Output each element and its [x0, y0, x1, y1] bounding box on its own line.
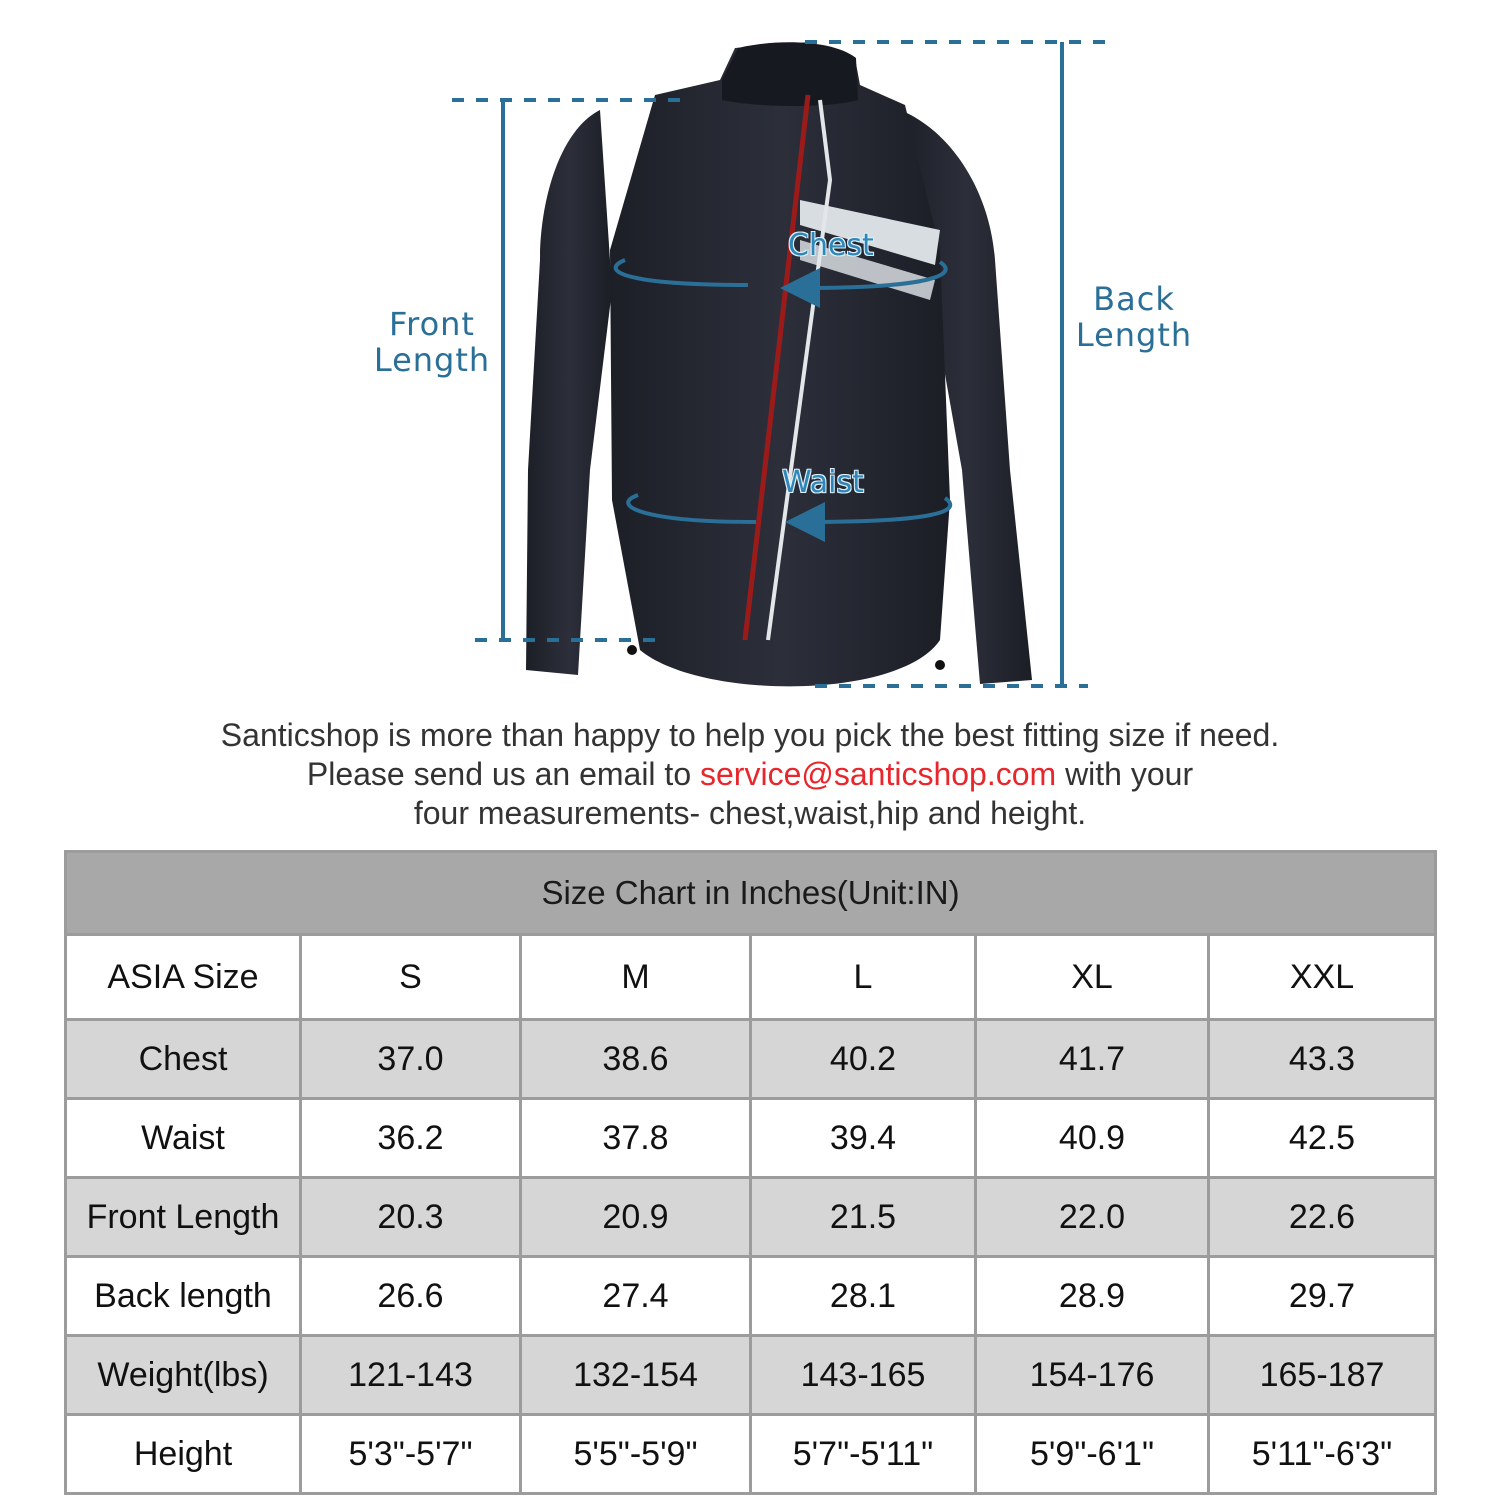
intro-line-2: Please send us an email to service@santicshop.com with your [306, 756, 1194, 792]
table-row [66, 1178, 1436, 1257]
jacket-measurement-figure [0, 0, 1500, 700]
value-cell: 39.4 [751, 1099, 976, 1178]
size-chart-caption: Size Chart in Inches(Unit:IN) [66, 852, 1436, 935]
size-cell: M [521, 935, 751, 1020]
jacket-body [526, 42, 1032, 686]
front-length-label: Front Length [373, 305, 491, 379]
back-length-label: Back Length [1075, 280, 1193, 354]
value-cell: 5'7"-5'11" [751, 1415, 976, 1494]
size-chart-table [64, 850, 1437, 1495]
value-cell: 121-143 [301, 1336, 521, 1415]
value-cell: 43.3 [1209, 1020, 1436, 1099]
value-cell: 20.3 [301, 1178, 521, 1257]
support-email-link[interactable]: service@santicshop.com [700, 756, 1057, 792]
table-row [66, 1257, 1436, 1336]
value-cell: 38.6 [521, 1020, 751, 1099]
row-label-cell: Weight(lbs) [66, 1336, 301, 1415]
table-row [66, 1415, 1436, 1494]
value-cell: 21.5 [751, 1178, 976, 1257]
value-cell: 154-176 [976, 1336, 1209, 1415]
waist-label: Waist [782, 465, 864, 500]
value-cell: 5'9"-6'1" [976, 1415, 1209, 1494]
intro-line-1: Santicshop is more than happy to help you pick the best fitting size if need. [220, 717, 1280, 753]
fitting-help-text [0, 716, 1500, 833]
value-cell: 29.7 [1209, 1257, 1436, 1336]
size-cell: S [301, 935, 521, 1020]
row-label-cell: Back length [66, 1257, 301, 1336]
table-row [66, 1099, 1436, 1178]
value-cell: 132-154 [521, 1336, 751, 1415]
value-cell: 37.8 [521, 1099, 751, 1178]
size-cell: L [751, 935, 976, 1020]
value-cell: 5'11"-6'3" [1209, 1415, 1436, 1494]
table-row [66, 1020, 1436, 1099]
value-cell: 40.2 [751, 1020, 976, 1099]
value-cell: 22.0 [976, 1178, 1209, 1257]
value-cell: 27.4 [521, 1257, 751, 1336]
value-cell: 42.5 [1209, 1099, 1436, 1178]
value-cell: 28.1 [751, 1257, 976, 1336]
value-cell: 28.9 [976, 1257, 1209, 1336]
row-label-cell: Front Length [66, 1178, 301, 1257]
value-cell: 143-165 [751, 1336, 976, 1415]
row-label-cell: Chest [66, 1020, 301, 1099]
value-cell: 165-187 [1209, 1336, 1436, 1415]
row-label-cell: Height [66, 1415, 301, 1494]
row-label-cell: Waist [66, 1099, 301, 1178]
size-cell: XXL [1209, 935, 1436, 1020]
value-cell: 41.7 [976, 1020, 1209, 1099]
value-cell: 20.9 [521, 1178, 751, 1257]
value-cell: 37.0 [301, 1020, 521, 1099]
header-label-cell: ASIA Size [66, 935, 301, 1020]
value-cell: 5'5"-5'9" [521, 1415, 751, 1494]
chest-label: Chest [788, 228, 874, 263]
value-cell: 36.2 [301, 1099, 521, 1178]
value-cell: 26.6 [301, 1257, 521, 1336]
value-cell: 40.9 [976, 1099, 1209, 1178]
size-cell: XL [976, 935, 1209, 1020]
size-header-row [66, 935, 1436, 1020]
value-cell: 5'3"-5'7" [301, 1415, 521, 1494]
jacket-illustration [0, 0, 1500, 700]
value-cell: 22.6 [1209, 1178, 1436, 1257]
table-row [66, 1336, 1436, 1415]
intro-line-3: four measurements- chest,waist,hip and height. [413, 795, 1087, 831]
